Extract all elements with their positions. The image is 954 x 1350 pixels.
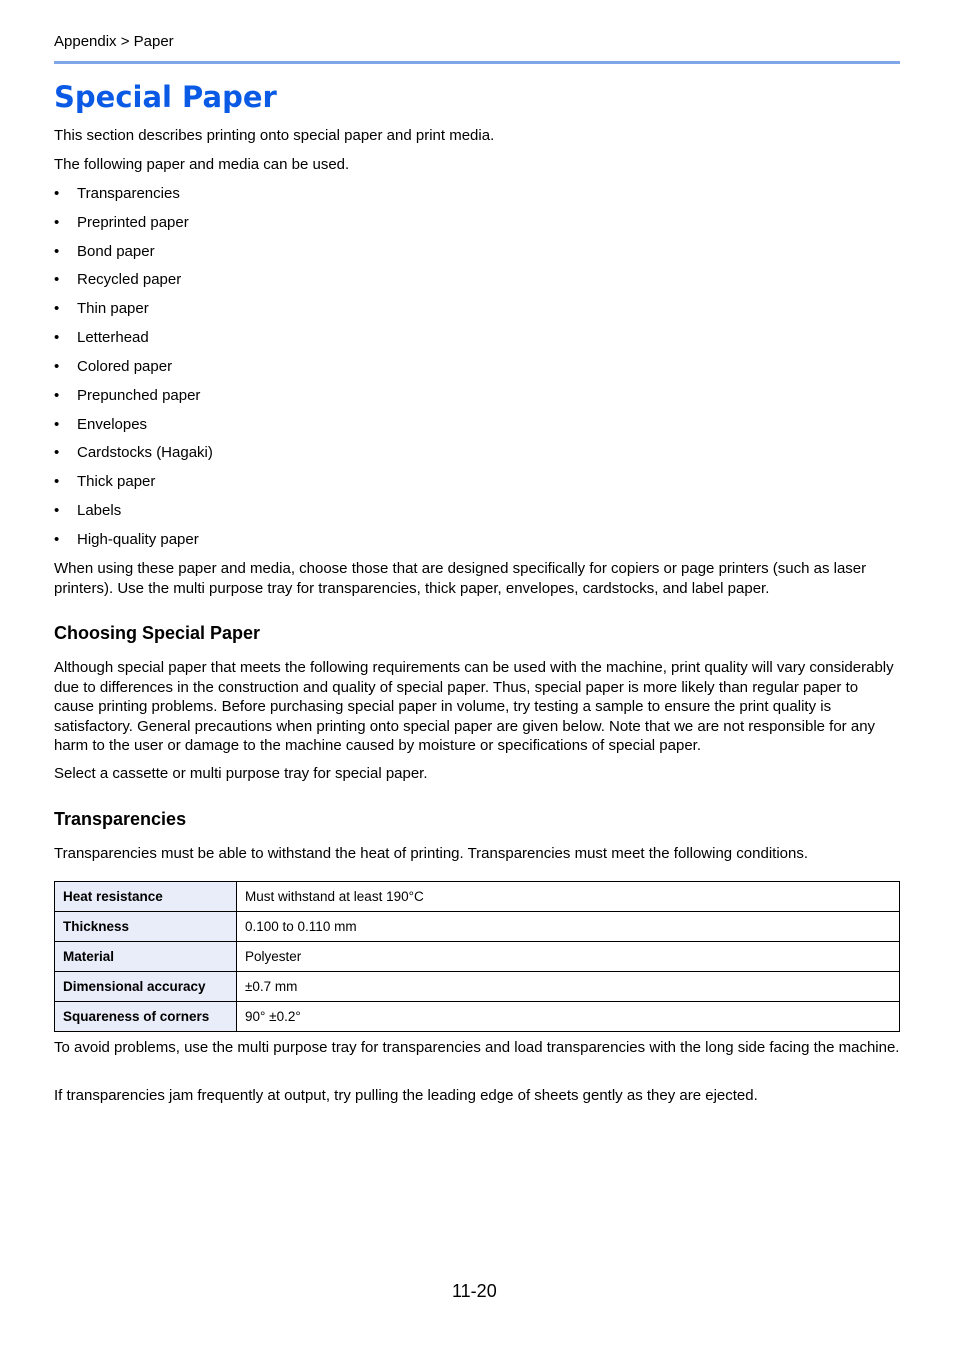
spec-label: Material xyxy=(55,942,237,972)
table-row xyxy=(55,882,900,912)
table-row xyxy=(55,1002,900,1032)
bullet-marker: • xyxy=(54,473,60,490)
spec-label: Dimensional accuracy xyxy=(55,972,237,1002)
bullet-marker: • xyxy=(54,214,60,231)
spec-label: Squareness of corners xyxy=(55,1002,237,1032)
table-row xyxy=(55,912,900,942)
transparencies-intro: Transparencies must be able to withstand the heat of printing. Transparencies must meet the following conditions. xyxy=(54,845,809,862)
bullet-marker: • xyxy=(54,358,60,375)
header-divider xyxy=(54,61,900,64)
page-title: Special Paper xyxy=(54,80,277,114)
breadcrumb: Appendix > Paper xyxy=(54,33,174,50)
page-number: 11-20 xyxy=(452,1281,497,1301)
table-row xyxy=(55,972,900,1002)
choosing-tray-note: Select a cassette or multi purpose tray for special paper. xyxy=(54,765,428,782)
spec-value: 0.100 to 0.110 mm xyxy=(237,912,900,942)
intro-list-lead: The following paper and media can be used. xyxy=(54,156,350,173)
spec-value: 90° ±0.2° xyxy=(237,1002,900,1032)
bullet-marker: • xyxy=(54,329,60,346)
section-heading-choosing: Choosing Special Paper xyxy=(54,623,261,643)
bullet-marker: • xyxy=(54,300,60,317)
table-row xyxy=(55,942,900,972)
bullet-marker: • xyxy=(54,531,60,548)
choosing-paragraph: Although special paper that meets the following requirements can be used with the machine, print quality will vary considerably due to differences in the construction and quality of special paper. Thus, special paper is more likely than regular paper to cause printing problems. Before purchasing special paper in volume, try testing a sample to ensure the print quality is satisfactory. General precautions when printing onto special paper are given below. Note that we are not responsible for any harm to the user or damage to the machine caused by moisture or specifications of special paper. xyxy=(54,659,894,754)
section-heading-transparencies: Transparencies xyxy=(54,809,187,829)
bullet-marker: • xyxy=(54,243,60,260)
intro-paragraph: This section describes printing onto special paper and print media. xyxy=(54,127,495,144)
transparencies-jam-note: If transparencies jam frequently at output, try pulling the leading edge of sheets gently as they are ejected. xyxy=(54,1087,758,1104)
spec-value: Polyester xyxy=(237,942,900,972)
bullet-marker: • xyxy=(54,416,60,433)
transparency-spec-table xyxy=(54,881,900,1032)
spec-label: Thickness xyxy=(55,912,237,942)
spec-value: Must withstand at least 190°C xyxy=(237,882,900,912)
bullet-marker: • xyxy=(54,185,60,202)
spec-value: ±0.7 mm xyxy=(237,972,900,1002)
transparencies-loading-note: To avoid problems, use the multi purpose tray for transparencies and load transparencies with the long side facing the machine. xyxy=(54,1039,900,1056)
usage-note: When using these paper and media, choose those that are designed specifically for copiers or page printers (such as laser printers). Use the multi purpose tray for transparencies, thick paper, envelopes, cardstocks, and label paper. xyxy=(54,560,867,597)
bullet-marker: • xyxy=(54,444,60,461)
bullet-marker: • xyxy=(54,271,60,288)
spec-label: Heat resistance xyxy=(55,882,237,912)
bullet-marker: • xyxy=(54,502,60,519)
bullet-marker: • xyxy=(54,387,60,404)
